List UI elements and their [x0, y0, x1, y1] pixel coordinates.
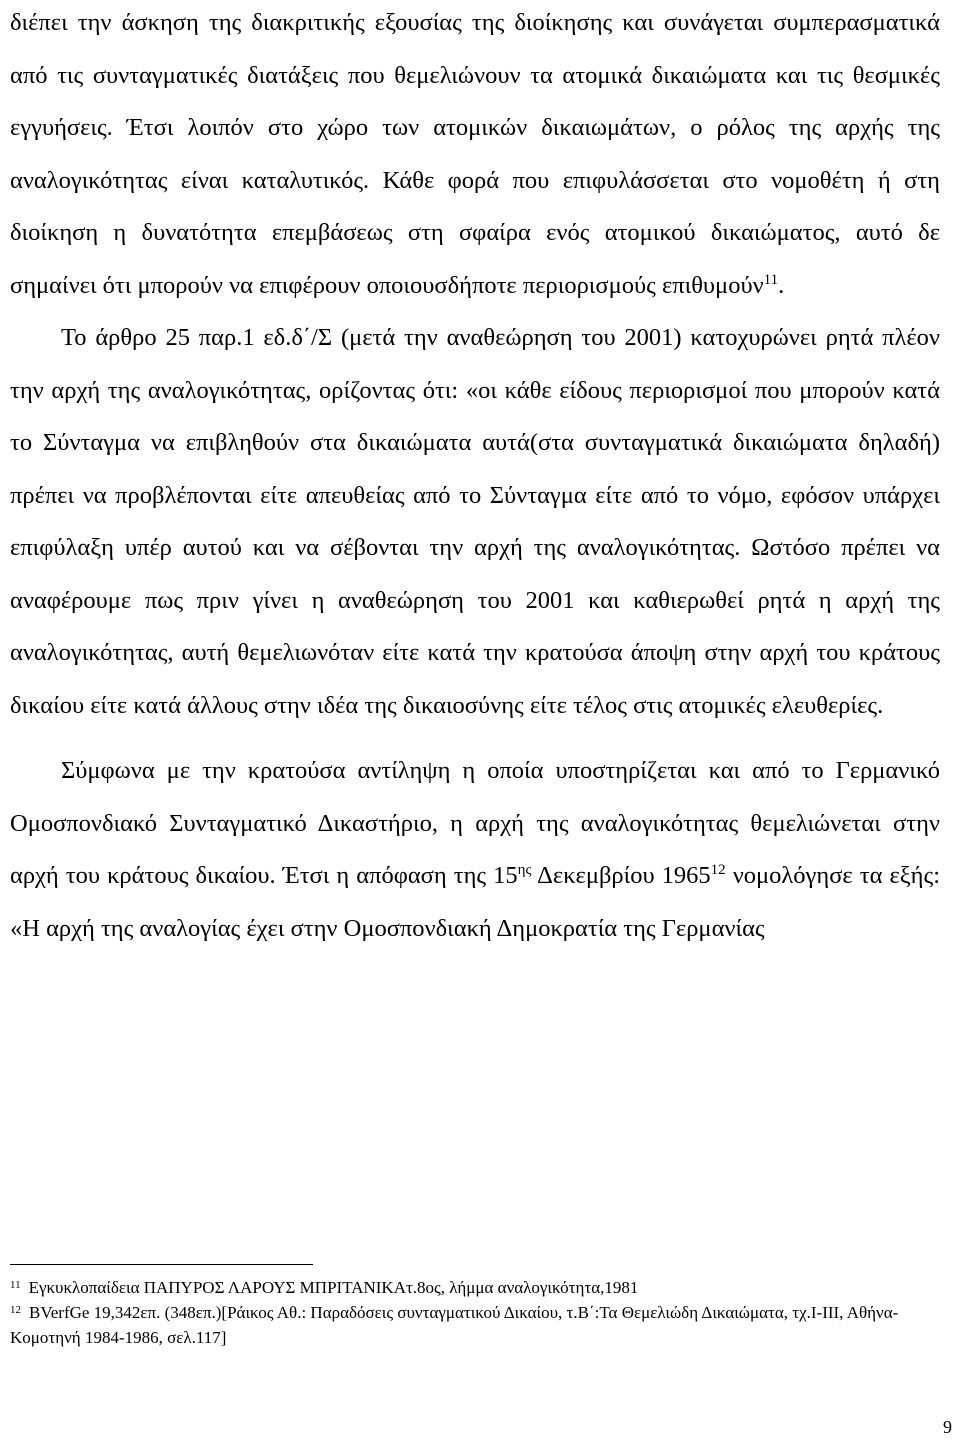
- footnote-ref-12: 12: [710, 862, 726, 878]
- paragraph-1: [10, 0, 940, 312]
- paragraph-3-text-c: νομολόγησε τα εξής: «Η αρχή της αναλογίας έχει στην Ομοσπονδιακή Δημοκρατία της Γερμανίας: [10, 862, 940, 942]
- paragraph-2: Το άρθρο 25 παρ.1 εδ.δ΄/Σ (μετά την αναθεώρηση του 2001) κατοχυρώνει ρητά πλέον την αρχή της αναλογικότητας, ορίζοντας ότι: «οι κάθε είδους περιορισμοί που μπορούν κατά το Σύνταγμα να επιβληθούν στα δικαιώματα αυτά(στα συνταγματικά δικαιώματα δηλαδή) πρέπει να προβλέπονται είτε απευθείας από το Σύνταγμα είτε από το νόμο, εφόσον υπάρχει επιφύλαξη υπέρ αυτού και να σέβονται την αρχή της αναλογικότητας. Ωστόσο πρέπει να αναφέρουμε πως πριν γίνει η αναθεώρηση του 2001 και καθιερωθεί ρητά η αρχή της αναλογικότητας, αυτή θεμελιωνόταν είτε κατά την κρατούσα άποψη στην αρχή του κράτους δικαίου είτε κατά άλλους στην ιδέα της δικαιοσύνης είτε τέλος στις ατομικές ελευθερίες.: [10, 324, 940, 719]
- paragraph-spacer: [10, 732, 940, 745]
- footnote-number: 11: [10, 1279, 21, 1291]
- paragraph-3: [10, 745, 940, 955]
- footnotes: [10, 1275, 940, 1350]
- footnote-separator: [10, 1264, 313, 1265]
- footnote-11: [10, 1275, 940, 1300]
- paragraph-1-end: .: [778, 271, 785, 299]
- footnote-text: Εγκυκλοπαίδεια ΠΑΠΥΡΟΣ ΛΑΡΟΥΣ ΜΠΡΙΤΑΝΙΚΑτ.8ος, λήμμα αναλογικότητα,1981: [28, 1278, 639, 1297]
- footnote-number: 12: [10, 1304, 21, 1316]
- footnote-ref-11: 11: [763, 271, 779, 288]
- page-number: 9: [943, 1417, 952, 1437]
- paragraph-3-text-b: Δεκεμβρίου 1965: [531, 862, 711, 889]
- footnote-12: [10, 1300, 940, 1350]
- superscript-ordinal: ης: [517, 862, 532, 878]
- paragraph-1-text: διέπει την άσκηση της διακριτικής εξουσίας της διοίκησης και συνάγεται συμπερασματικά από τις συνταγματικές διατάξεις που θεμελιώνουν τα ατομικά δικαιώματα και τις θεσμικές εγγυήσεις. Έτσι λοιπόν στο χώρο των ατομικών δικαιωμάτων, ο ρόλος της αρχής της αναλογικότητας είναι καταλυτικός. Κάθε φορά που επιφυλάσσεται στο νομοθέτη ή στη διοίκηση η δυνατότητα επεμβάσεως στη σφαίρα ενός ατομικού δικαιώματος, αυτό δε σημαίνει ότι μπορούν να επιφέρουν οποιουσδήποτε περιορισμούς επιθυμούν: [10, 9, 940, 299]
- body-text: [10, 0, 940, 955]
- paragraph-3-text-a: Σύμφωνα με την κρατούσα αντίληψη η οποία υποστηρίζεται και από το Γερμανικό Ομοσπονδιακό Συνταγματικό Δικαστήριο, η αρχή της αναλογικότητας θεμελιώνεται στην αρχή του κράτους δικαίου. Έτσι η απόφαση της 15: [10, 757, 940, 889]
- footnote-text: BVerfGe 19,342επ. (348επ.)[Ράικος Αθ.: Παραδόσεις συνταγματικού Δικαίου, τ.Β΄:Τα Θεμελιώδη Δικαιώματα, τχ.Ι-ΙΙΙ, Αθήνα-Κομοτηνή 1984-1986, σελ.117]: [10, 1303, 899, 1347]
